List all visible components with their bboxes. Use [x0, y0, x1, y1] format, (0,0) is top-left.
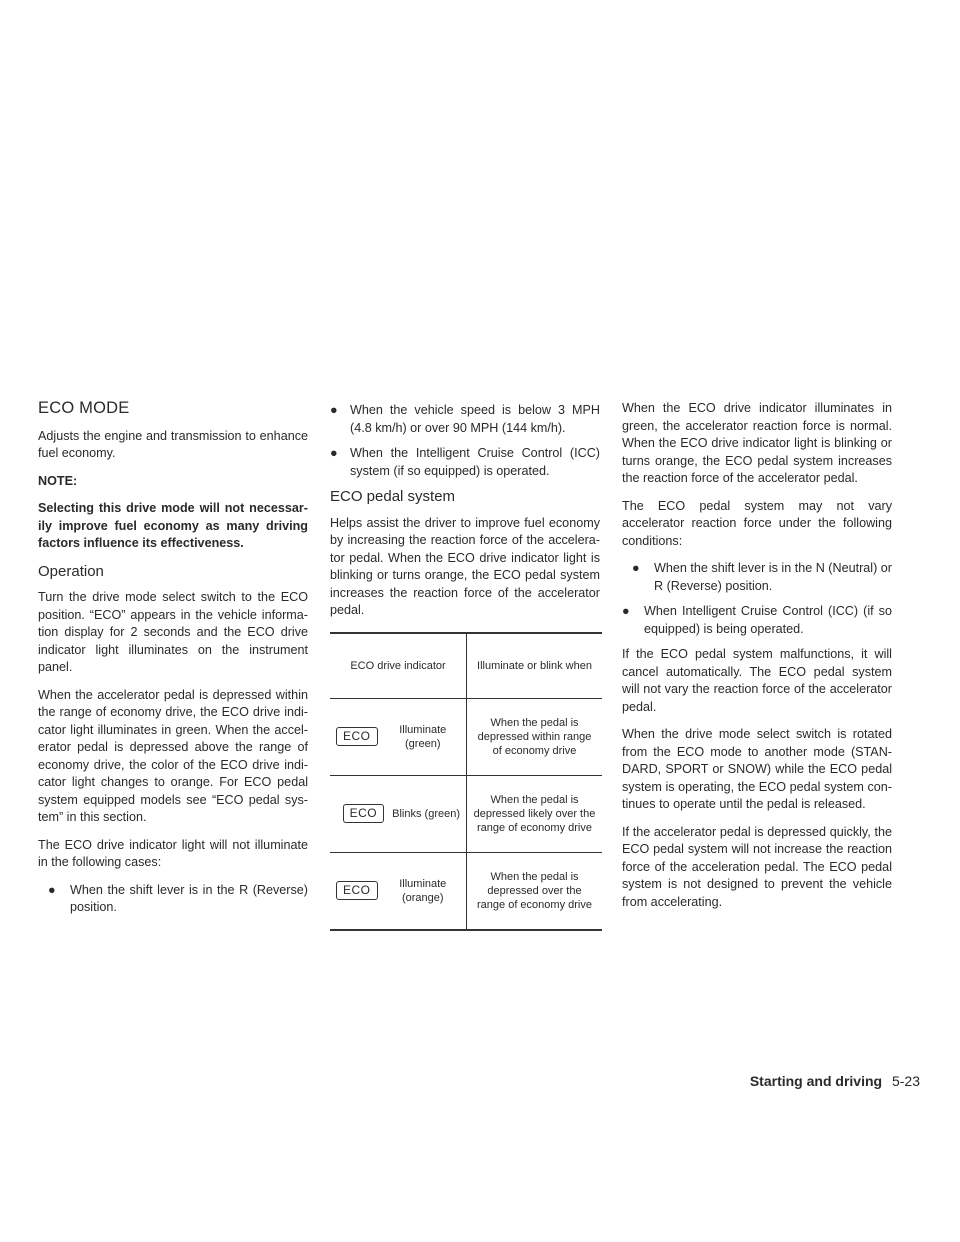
note-label: NOTE:	[38, 473, 78, 488]
table-header-row	[330, 633, 602, 699]
column-2	[330, 402, 600, 931]
malfunction-paragraph: If the ECO pedal system malfunctions, it will cancel automatically. The ECO pedal system will not vary the reaction force of the accelerator pedal.	[622, 647, 892, 714]
eco-indicator-table	[330, 632, 602, 931]
condition-cell: When the pedal is depressed within range of economy drive	[467, 698, 603, 775]
bullet-reverse	[48, 882, 308, 917]
bullet-text: When the shift lever is in the N (Neutral) or R (Reverse) position.	[654, 561, 892, 593]
bullet-text: When the Intelligent Cruise Control (ICC) system (if so equipped) is operated.	[350, 446, 600, 478]
bullet-text: When the vehicle speed is below 3 MPH (4.8 km/h) or over 90 MPH (144 km/h).	[350, 403, 600, 435]
eco-indicator-icon: ECO	[336, 727, 378, 746]
indicator-state: Illuminate (orange)	[399, 877, 447, 904]
indicator-state: Illuminate (green)	[399, 723, 447, 750]
eco-indicator-icon: ECO	[336, 881, 378, 900]
indicator-state: Blinks (green)	[392, 807, 460, 820]
eco-indicator-icon: ECO	[343, 804, 385, 823]
bullet-speed	[330, 402, 600, 437]
quick-press-paragraph: If the accelerator pedal is depressed quickly, the ECO pedal system will not increase the reaction force of the acceleration pedal. The ECO pedal system is not designed to prevent the vehicle from accelerating.	[622, 824, 892, 909]
intro-paragraph: Adjusts the engine and transmission to enhance fuel economy.	[38, 428, 308, 460]
indicator-cell	[330, 852, 467, 930]
indicator-cell	[330, 775, 467, 852]
bullet-icc	[330, 445, 600, 480]
footer-section: Starting and driving	[749, 1073, 883, 1089]
table-row	[330, 852, 602, 930]
operation-paragraph-2: When the accelerator pedal is depressed within the range of economy drive, the ECO drive indi- cator light illuminates in green. When the accel- erator pedal is depressed above the range of economy drive, the color of the ECO drive indi- cator light changes to orange. For ECO pedal system equipped models see “ECO pedal sys- tem” in this section.	[38, 687, 308, 824]
pedal-paragraph: Helps assist the driver to improve fuel economy by increasing the reaction force of the accelera- tor pedal. When the ECO drive indicator light is blinking or turns orange, the ECO pedal system increases the reaction force of the accelerator pedal.	[330, 515, 600, 617]
table-row	[330, 775, 602, 852]
conditions-paragraph: The ECO pedal system may not vary accelerator reaction force under the following conditions:	[622, 498, 892, 548]
column-1	[38, 400, 308, 925]
bullet-text: When the shift lever is in the R (Reverse) position.	[70, 882, 308, 914]
pedal-normal-paragraph: When the ECO drive indicator illuminates in green, the accelerator reaction force is normal. When the ECO drive indicator light is blinking or turns orange, the ECO pedal system increases the reaction force of the accelerator pedal.	[622, 401, 892, 485]
indicator-cell	[330, 698, 467, 775]
column-3	[622, 400, 892, 921]
bullet-icon: ●	[330, 446, 338, 460]
operation-paragraph-1: Turn the drive mode select switch to the ECO position. “ECO” appears in the vehicle informa- tion display for 2 seconds and the ECO drive indicator light illuminates on the instrument panel.	[38, 590, 308, 674]
operation-heading: Operation	[38, 562, 104, 580]
bullet-icon: ●	[330, 403, 338, 417]
section-title: ECO MODE	[38, 399, 130, 417]
bullet-icon: ●	[632, 561, 640, 575]
bullet-icon: ●	[622, 604, 630, 618]
bullet-neutral	[632, 560, 892, 595]
bullet-text: When Intelligent Cruise Control (ICC) (if so equipped) is being operated.	[644, 604, 892, 636]
condition-cell: When the pedal is depressed likely over the range of economy drive	[467, 775, 603, 852]
page-footer	[750, 1073, 920, 1089]
condition-cell: When the pedal is depressed over the range of economy drive	[477, 870, 592, 911]
operation-paragraph-3: The ECO drive indicator light will not illuminate in the following cases:	[38, 837, 308, 869]
pedal-heading: ECO pedal system	[330, 488, 456, 505]
note-body: Selecting this drive mode will not necessar- ily improve fuel economy as many driving factors influence its effectiveness.	[38, 501, 308, 550]
table-header-indicator: ECO drive indicator	[330, 633, 467, 699]
table-header-when: Illuminate or blink when	[467, 633, 603, 699]
page-number: 5-23	[891, 1073, 920, 1089]
mode-change-paragraph: When the drive mode select switch is rotated from the ECO mode to another mode (STAN- DARD, SPORT or SNOW) while the ECO pedal system is operating, the ECO pedal system con- tinues to operate until the pedal is released.	[622, 727, 892, 811]
bullet-icc-operated	[622, 603, 892, 638]
table-row	[330, 698, 602, 775]
bullet-icon: ●	[48, 882, 56, 897]
